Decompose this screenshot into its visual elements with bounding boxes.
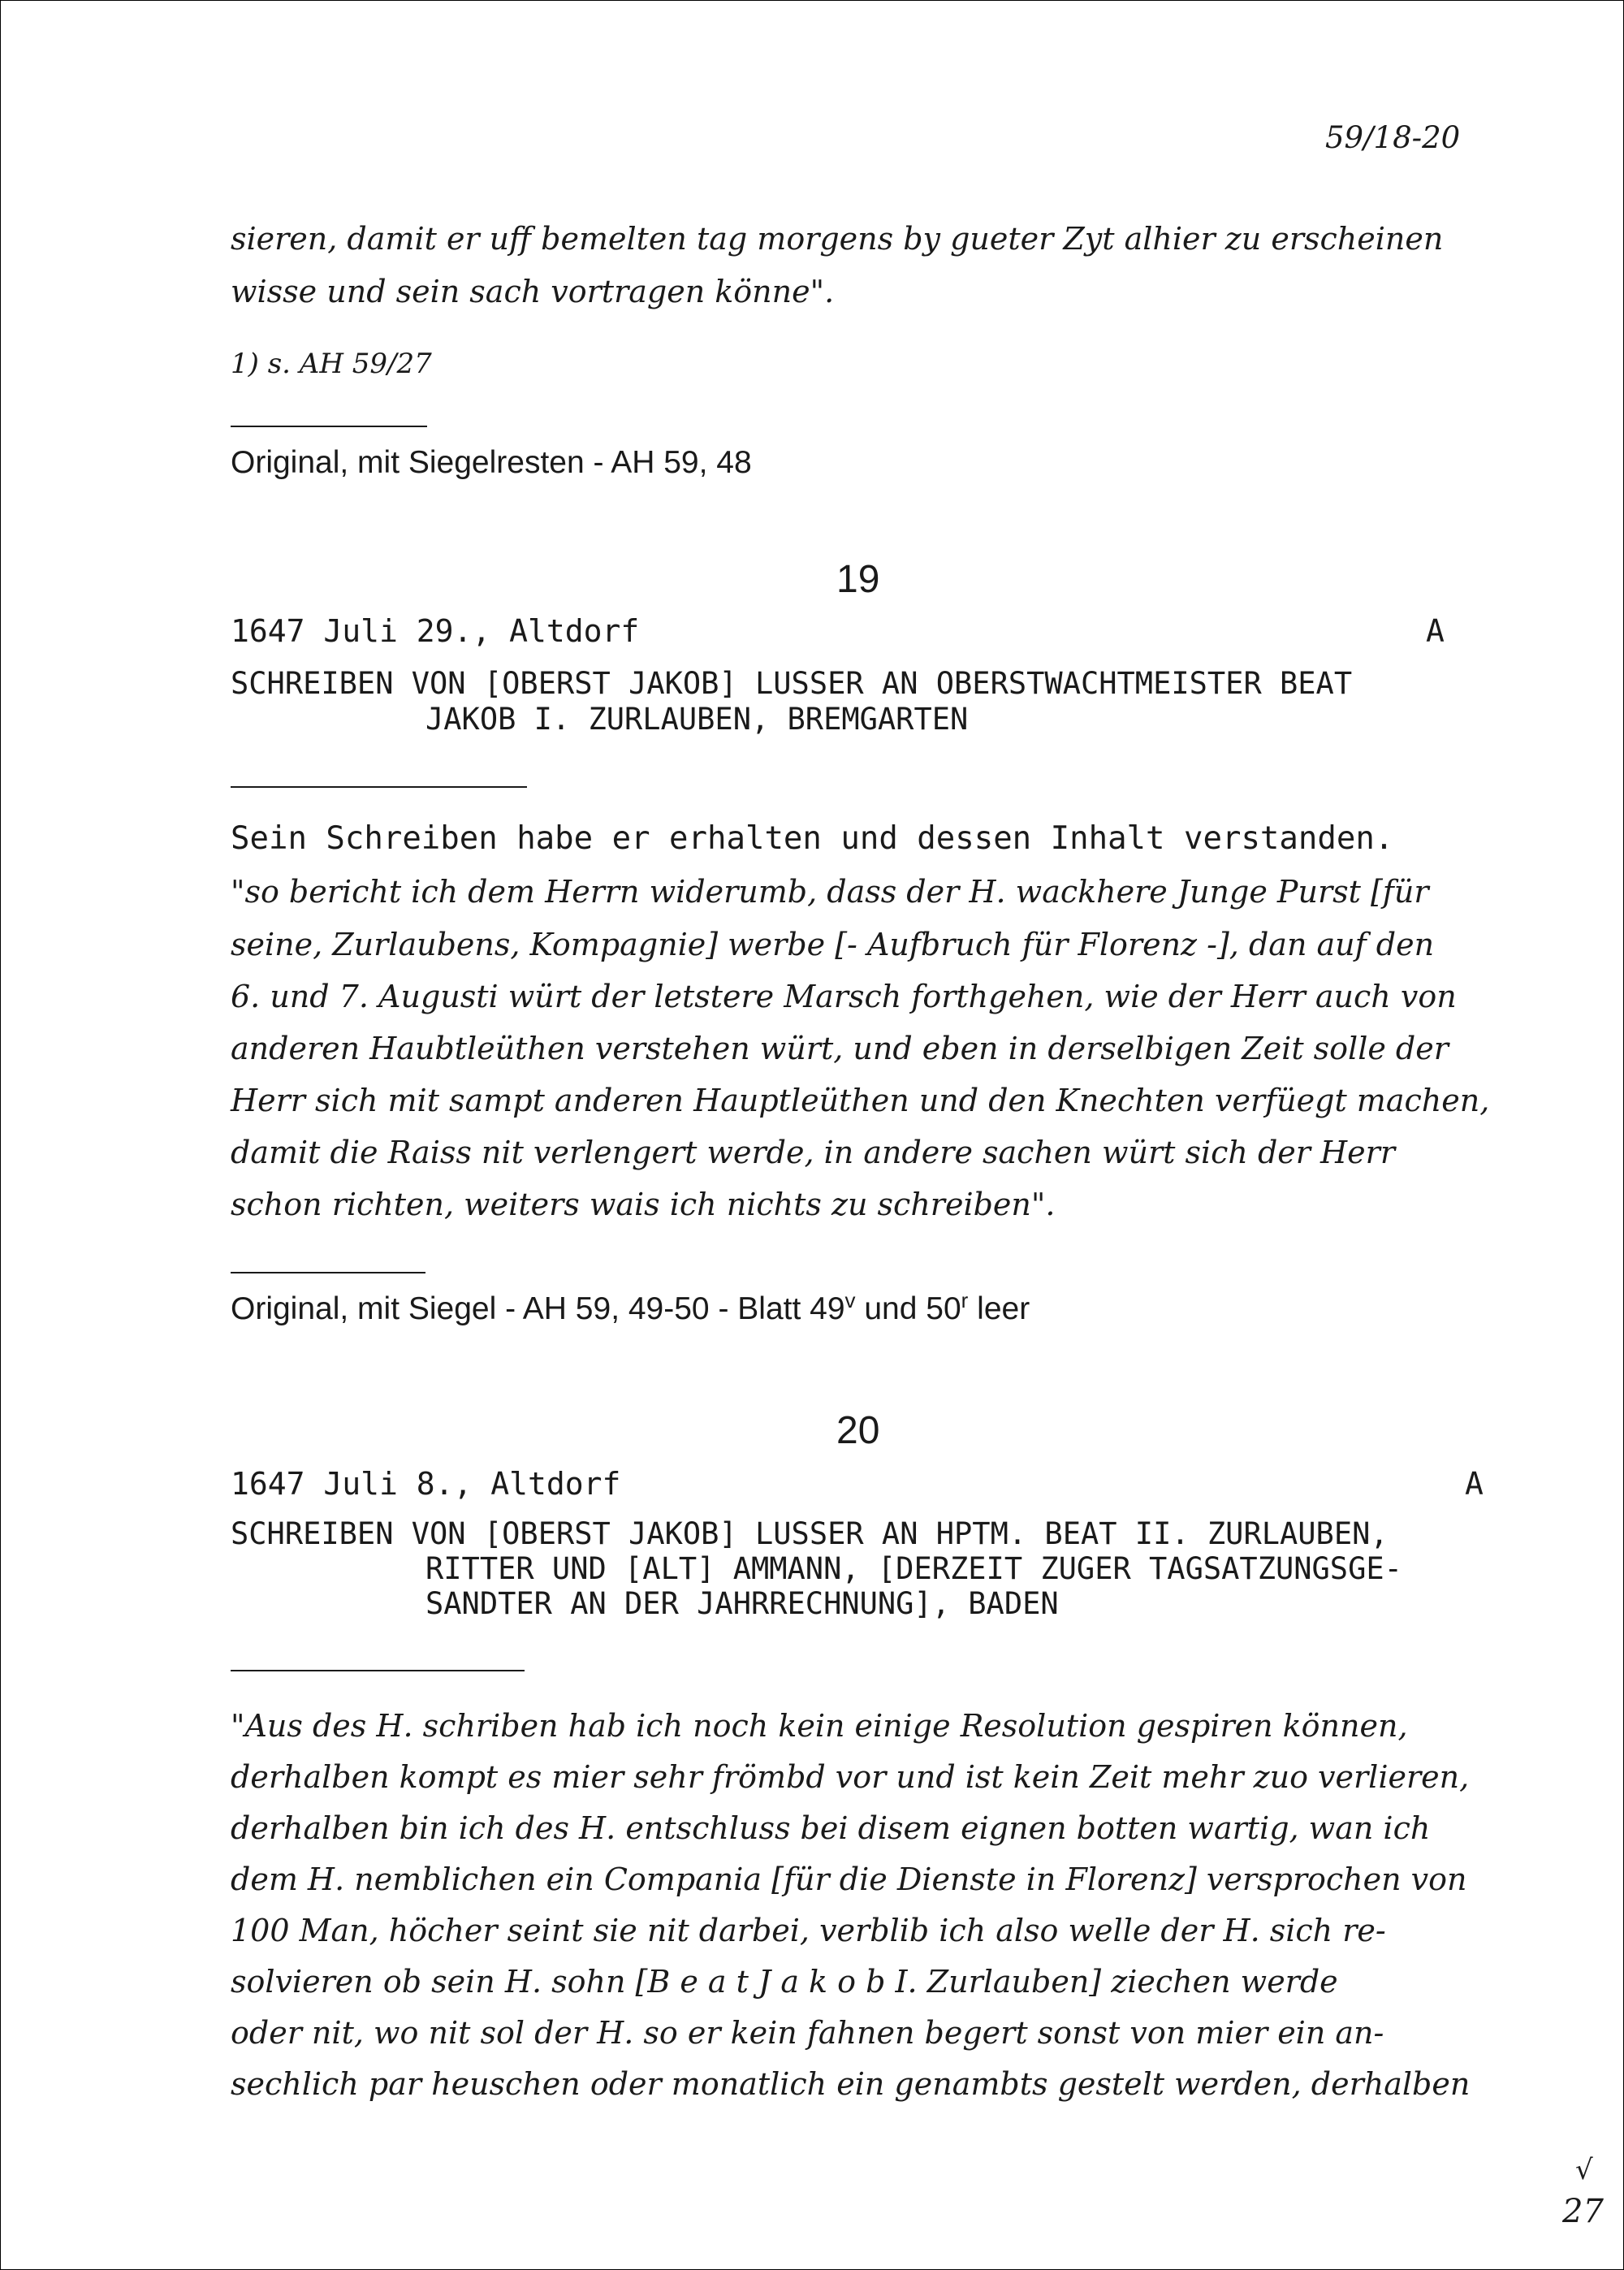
separator-rule [231, 426, 427, 427]
doc20-quote-line-3: derhalben bin ich des H. entschluss bei disem eignen botten wartig, wan ich [231, 1810, 1431, 1846]
margin-check-mark: √ [1575, 2154, 1593, 2186]
doc20-date-place: 1647 Juli 8., Altdorf [231, 1466, 621, 1502]
page-reference: 59/18-20 [1325, 120, 1461, 155]
doc20-quote-line-2: derhalben kompt es mier sehr frömbd vor und ist kein Zeit mehr zuo verlieren, [231, 1759, 1470, 1795]
doc20-marker: A [1465, 1466, 1484, 1502]
doc19-quote-line-2: seine, Zurlaubens, Kompagnie] werbe [- Aufbruch für Florenz -], dan auf den [231, 927, 1435, 962]
doc19-quote-line-4: anderen Haubtleüthen verstehen würt, und eben in derselbigen Zeit solle der [231, 1031, 1449, 1066]
source-note-19-sup-r: r [961, 1288, 969, 1312]
doc20-quote-line-8: sechlich par heuschen oder monatlich ein genambts gestelt werden, derhalben [231, 2066, 1471, 2102]
separator-rule [231, 1670, 525, 1671]
doc19-heading-line-1: SCHREIBEN VON [OBERST JAKOB] LUSSER AN OBERSTWACHTMEISTER BEAT [231, 666, 1353, 701]
doc20-heading-line-2: RITTER UND [ALT] AMMANN, [DERZEIT ZUGER TAGSATZUNGSGE- [425, 1551, 1402, 1586]
doc20-quote-line-7: oder nit, wo nit sol der H. so er kein fahnen begert sonst von mier ein an- [231, 2015, 1384, 2051]
doc19-quote-line-7: schon richten, weiters wais ich nichts zu schreiben". [231, 1187, 1056, 1222]
doc20-quote-line-5: 100 Man, höcher seint sie nit darbei, verblib ich also welle der H. sich re- [231, 1913, 1386, 1948]
doc20-quote-line-1: "Aus des H. schriben hab ich noch kein einige Resolution gespiren können, [231, 1708, 1408, 1744]
doc20-heading-line-3: SANDTER AN DER JAHRRECHNUNG], BADEN [425, 1586, 1059, 1621]
doc20-quote-line-6: solvieren ob sein H. sohn [B e a t J a k o b I. Zurlauben] ziechen werde [231, 1964, 1338, 2000]
source-note-19-sup-v: v [844, 1288, 856, 1312]
doc19-quote-line-6: damit die Raiss nit verlengert werde, in andere sachen würt sich der Herr [231, 1135, 1395, 1170]
doc19-quote-line-5: Herr sich mit sampt anderen Hauptleüthen und den Knechten verfüegt machen, [231, 1083, 1490, 1118]
doc19-marker: A [1426, 613, 1445, 649]
doc19-summary: Sein Schreiben habe er erhalten und dessen Inhalt verstanden. [231, 820, 1394, 857]
doc19-quote-line-1: "so bericht ich dem Herrn widerumb, dass der H. wackhere Junge Purst [für [231, 874, 1429, 910]
separator-rule [231, 1272, 425, 1273]
doc19-heading-line-2: JAKOB I. ZURLAUBEN, BREMGARTEN [425, 702, 969, 737]
continuation-line-1: sieren, damit er uff bemelten tag morgens by gueter Zyt alhier zu erscheinen [231, 221, 1444, 257]
margin-page-number: 27 [1562, 2193, 1604, 2230]
source-note-19 [231, 1288, 1030, 1327]
doc19-quote-line-3: 6. und 7. Augusti würt der letstere Marsch forthgehen, wie der Herr auch von [231, 979, 1457, 1014]
source-note-19-prefix: Original, mit Siegel - AH 59, 49-50 - Blatt 49 [231, 1291, 845, 1326]
footnote: 1) s. AH 59/27 [231, 348, 432, 380]
doc19-date-place: 1647 Juli 29., Altdorf [231, 613, 640, 649]
source-note-19-suffix: leer [968, 1291, 1030, 1326]
document-number-19: 19 [836, 558, 880, 601]
document-number-20: 20 [836, 1409, 880, 1452]
continuation-line-2: wisse und sein sach vortragen könne". [231, 274, 835, 309]
source-note-18: Original, mit Siegelresten - AH 59, 48 [231, 445, 752, 480]
source-note-19-mid: und 50 [855, 1291, 961, 1326]
doc20-quote-line-4: dem H. nemblichen ein Compania [für die Dienste in Florenz] versprochen von [231, 1861, 1467, 1897]
doc20-heading-line-1: SCHREIBEN VON [OBERST JAKOB] LUSSER AN HPTM. BEAT II. ZURLAUBEN, [231, 1516, 1389, 1551]
separator-rule [231, 786, 527, 788]
